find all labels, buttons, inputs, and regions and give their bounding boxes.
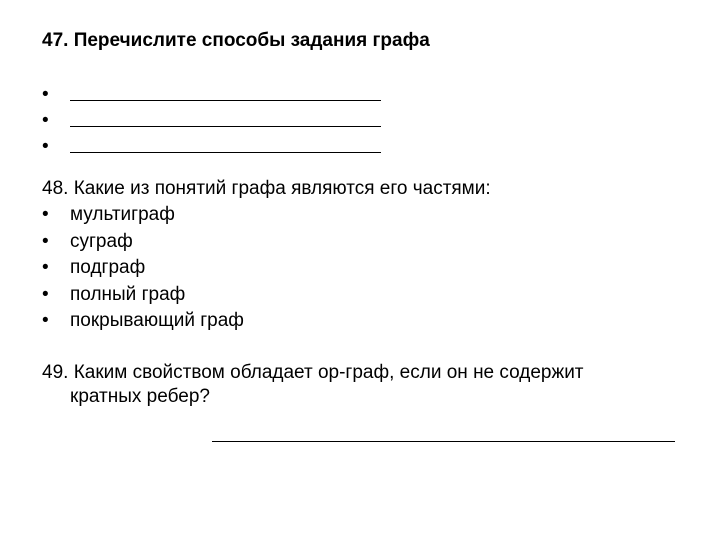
answer-blank-1[interactable] xyxy=(70,82,381,101)
bullet: • xyxy=(42,257,49,278)
question-48-title: 48. Какие из понятий графа являются его частями: xyxy=(42,178,491,199)
option-item[interactable] xyxy=(42,255,244,282)
answer-blank-49[interactable] xyxy=(212,441,675,442)
bullet: • xyxy=(42,310,49,331)
option-item[interactable] xyxy=(42,229,244,256)
question-49-title-continued: кратных ребер? xyxy=(70,386,210,407)
blank-row xyxy=(42,134,381,160)
bullet: • xyxy=(42,204,49,225)
answer-blank-3[interactable] xyxy=(70,134,381,153)
answer-blank-2[interactable] xyxy=(70,108,381,127)
option-label: мультиграф xyxy=(70,204,175,225)
option-item[interactable] xyxy=(42,308,244,335)
question-49-title: 49. Каким свойством обладает ор-граф, если он не содержит xyxy=(42,362,584,383)
option-item[interactable] xyxy=(42,282,244,309)
option-label: полный граф xyxy=(70,283,186,305)
question-47-title: 47. Перечислите способы задания графа xyxy=(42,30,430,51)
bullet: • xyxy=(42,136,49,157)
option-item[interactable] xyxy=(42,202,244,229)
bullet: • xyxy=(42,84,49,105)
option-label: суграф xyxy=(70,230,133,252)
option-label: подграф xyxy=(70,257,146,278)
bullet: • xyxy=(42,110,49,131)
blank-row xyxy=(42,82,381,108)
option-label: покрывающий граф xyxy=(70,310,244,331)
question-48-options xyxy=(42,202,244,335)
blank-row xyxy=(42,108,381,134)
bullet: • xyxy=(42,230,49,252)
bullet: • xyxy=(42,283,49,305)
question-47-blanks xyxy=(42,82,381,160)
